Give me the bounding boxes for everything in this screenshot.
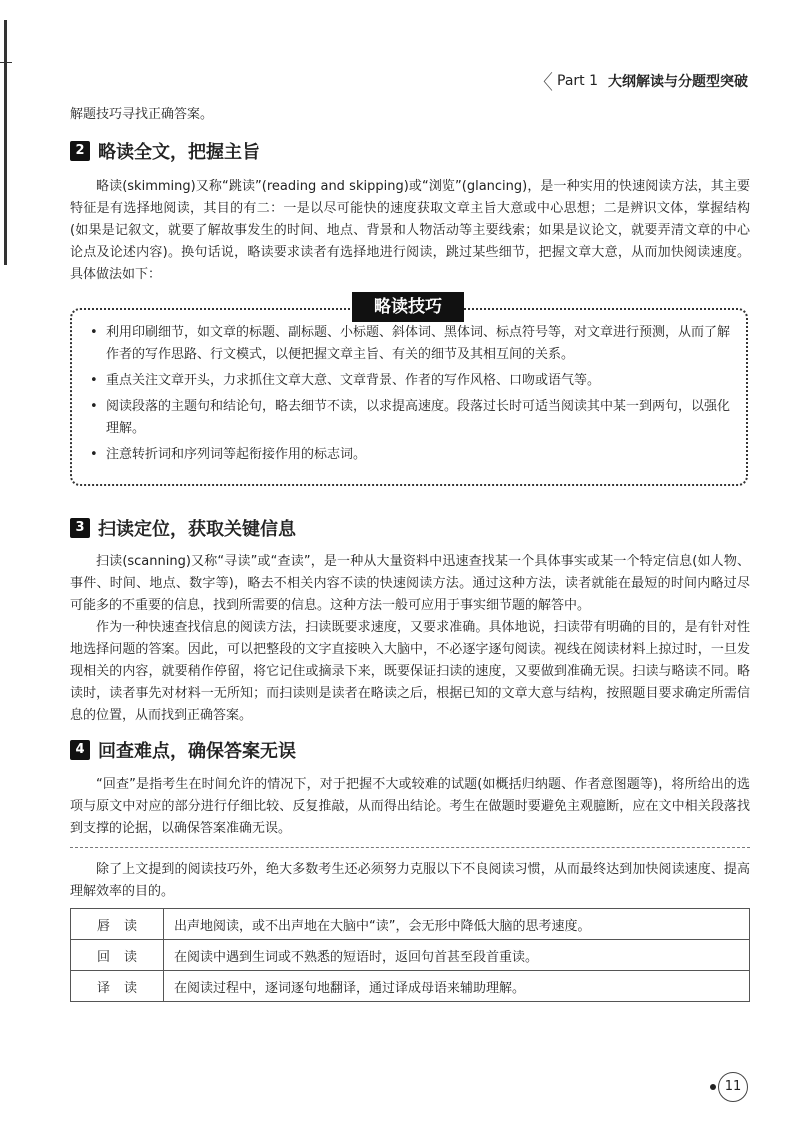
tip-item	[88, 322, 738, 366]
intro-line: 解题技巧寻找正确答案。	[70, 107, 214, 122]
tip-item	[88, 370, 738, 392]
running-header	[533, 66, 748, 95]
page-number-value: 11	[718, 1072, 748, 1102]
section-number-badge: 3	[70, 518, 90, 538]
bullet-icon: •	[90, 399, 98, 414]
habit-description: 出声地阅读，或不出声地在大脑中“读”，会无形中降低大脑的思考速度。	[164, 909, 750, 940]
section-4-heading	[70, 737, 296, 763]
section-2-paragraph: 略读(skimming)又称“跳读”(reading and skipping)或“浏览”(glancing)，是一种实用的快速阅读方法，其主要特征是有选择地阅读，其目的有二：一是以尽可能快的速度获取文章主旨大意或中心思想；二是辨识文体，掌握结构(如果是记叙文，就要了解故事发生的时间、地点、背景和人物活动等主要线索；如果是议论文，就要弄清文章的中心论点及论述内容)。换句话说，略读要求读者有选择地进行阅读，跳过某些细节，把握文章大意，从而加快阅读速度。具体做法如下：	[70, 179, 750, 282]
section-title: 回查难点，确保答案无误	[98, 741, 296, 762]
habit-description: 在阅读中遇到生词或不熟悉的短语时，返回句首甚至段首重读。	[164, 940, 750, 971]
page-dot-icon	[710, 1084, 716, 1090]
section-3-paragraph-1: 扫读(scanning)又称“寻读”或“查读”，是一种从大量资料中迅速查找某一个具体事实或某一个特定信息(如人物、事件、时间、地点、数字等)，略去不相关内容不读的快速阅读方法。通过这种方法，读者就能在最短的时间内略过尽可能多的不重要的信息，找到所需要的信息。这种方法一般可应用于事实细节题的解答中。	[70, 554, 750, 613]
chevron-left-icon: 〈	[533, 70, 553, 94]
habit-name: 回读	[71, 940, 164, 971]
bullet-icon: •	[90, 325, 98, 340]
tip-item	[88, 444, 738, 466]
table-row	[71, 971, 750, 1002]
tip-text: 阅读段落的主题句和结论句，略去细节不读，以求提高速度。段落过长时可适当阅读其中某一到两句，以强化理解。	[106, 399, 731, 436]
closing-paragraph: 除了上文提到的阅读技巧外，绝大多数考生还必须努力克服以下不良阅读习惯，从而最终达到加快阅读速度、提高理解效率的目的。	[70, 862, 750, 899]
bullet-icon: •	[90, 373, 98, 388]
table-row	[71, 909, 750, 940]
tip-text: 利用印刷细节，如文章的标题、副标题、小标题、斜体词、黑体词、标点符号等，对文章进行预测，从而了解作者的写作思路、行文模式，以便把握文章主旨、有关的细节及其相互间的关系。	[106, 325, 731, 362]
bad-habits-table	[70, 908, 750, 1002]
section-4-paragraph: “回查”是指考生在时间允许的情况下，对于把握不大或较难的试题(如概括归纳题、作者意图题等)，将所给出的选项与原文中对应的部分进行仔细比较、反复推敲，从而得出结论。考生在做题时要避免主观臆断，应在文中相关段落找到支撑的论据，以确保答案准确无误。	[70, 777, 750, 836]
tip-item	[88, 396, 738, 440]
binding-edge-tick	[0, 62, 12, 63]
habit-name: 唇读	[71, 909, 164, 940]
dashed-divider	[70, 847, 750, 848]
tips-list	[88, 322, 738, 470]
binding-edge-line	[4, 20, 7, 265]
section-number-badge: 4	[70, 740, 90, 760]
section-number-badge: 2	[70, 141, 90, 161]
table-row	[71, 940, 750, 971]
header-part-label: Part 1	[557, 72, 598, 89]
page-number	[710, 1072, 748, 1102]
section-3-paragraph-2: 作为一种快速查找信息的阅读方法，扫读既要求速度，又要求准确。具体地说，扫读带有明确的目的，是有针对性地选择问题的答案。因此，可以把整段的文字直接映入大脑中，不必逐字逐句阅读。视线在阅读材料上掠过时，一旦发现相关的内容，就要稍作停留，将它记住或摘录下来，既要保证扫读的速度，又要做到准确无误。扫读与略读不同。略读时，读者事先对材料一无所知；而扫读则是读者在略读之后，根据已知的文章大意与结构，按照题目要求确定所需信息的位置，从而找到正确答案。	[70, 620, 750, 723]
habit-description: 在阅读过程中，逐词逐句地翻译，通过译成母语来辅助理解。	[164, 971, 750, 1002]
section-3-heading	[70, 515, 296, 541]
tip-text: 注意转折词和序列词等起衔接作用的标志词。	[106, 447, 367, 462]
tips-box-title: 略读技巧	[352, 292, 464, 322]
habit-name: 译读	[71, 971, 164, 1002]
section-title: 扫读定位，获取关键信息	[98, 519, 296, 540]
section-title: 略读全文，把握主旨	[98, 142, 260, 163]
section-2-heading	[70, 138, 260, 164]
header-chapter-title: 大纲解读与分题型突破	[608, 73, 748, 90]
bullet-icon: •	[90, 447, 98, 462]
tip-text: 重点关注文章开头，力求抓住文章大意、文章背景、作者的写作风格、口吻或语气等。	[106, 373, 601, 388]
